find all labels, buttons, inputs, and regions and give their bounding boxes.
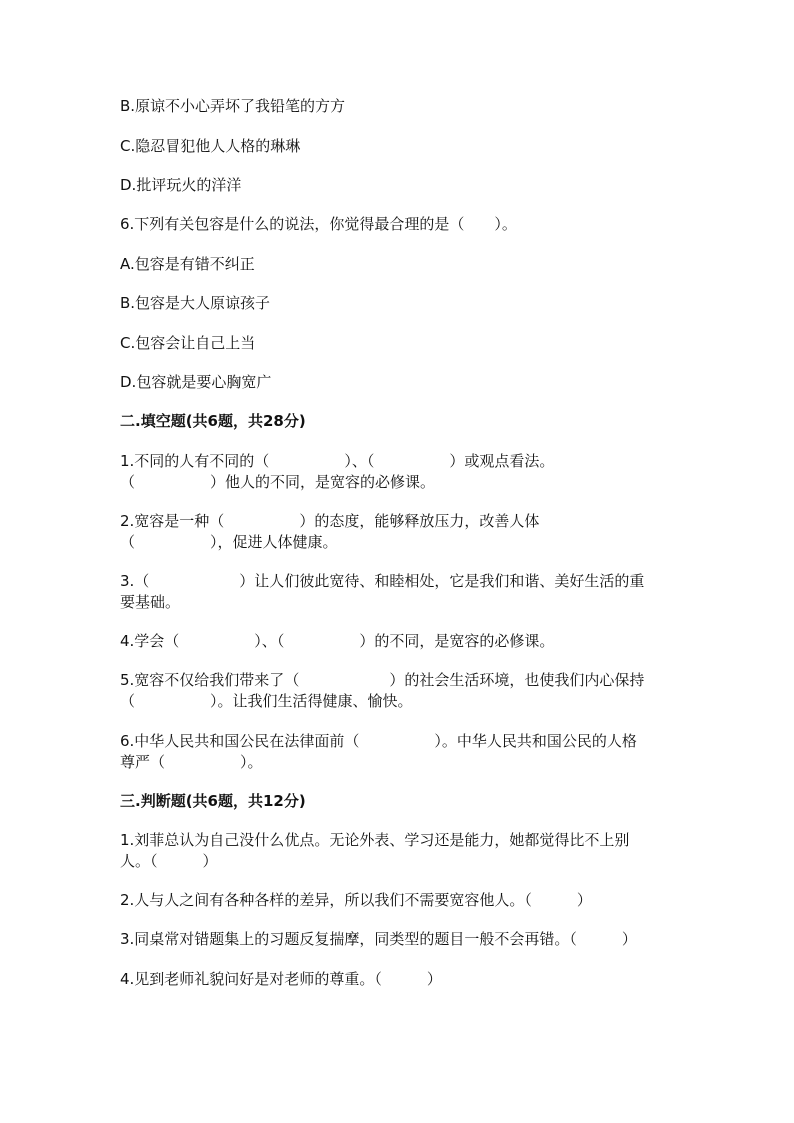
s3-q2: 2.人与人之间有各种各样的差异，所以我们不需要宽容他人。（ ） xyxy=(120,891,592,909)
s3-q1-line2: 人。（ ） xyxy=(120,852,218,870)
s2-q2-line1: 2.宽容是一种（ ）的态度，能够释放压力，改善人体 xyxy=(120,512,540,530)
q6-option-d: D.包容就是要心胸宽广 xyxy=(120,373,272,391)
s3-q3: 3.同桌常对错题集上的习题反复揣摩，同类型的题目一般不会再错。（ ） xyxy=(120,930,637,948)
section2-heading: 二.填空题(共6题，共28分) xyxy=(120,412,306,430)
q6-option-b: B.包容是大人原谅孩子 xyxy=(120,294,271,312)
s2-q5-line1: 5.宽容不仅给我们带来了（ ）的社会生活环境，也使我们内心保持 xyxy=(120,671,645,689)
s2-q5-line2: （ ）。让我们生活得健康、愉快。 xyxy=(120,692,413,710)
s2-q3-line1: 3.（ ）让人们彼此宽待、和睦相处，它是我们和谐、美好生活的重 xyxy=(120,572,645,590)
q6-option-c: C.包容会让自己上当 xyxy=(120,334,256,352)
s2-q6-line2: 尊严（ ）。 xyxy=(120,753,263,771)
q5-option-c: C.隐忍冒犯他人人格的琳琳 xyxy=(120,137,301,155)
s2-q6-line1: 6.中华人民共和国公民在法律面前（ ）。中华人民共和国公民的人格 xyxy=(120,732,637,750)
q6-stem: 6.下列有关包容是什么的说法，你觉得最合理的是（ ）。 xyxy=(120,215,517,233)
s3-q4: 4.见到老师礼貌问好是对老师的尊重。（ ） xyxy=(120,970,442,988)
s2-q1-line1: 1.不同的人有不同的（ ）、（ ）或观点看法。 xyxy=(120,452,555,470)
q5-option-b: B.原谅不小心弄坏了我铅笔的方方 xyxy=(120,97,346,115)
s2-q2-line2: （ ），促进人体健康。 xyxy=(120,533,338,551)
section3-heading: 三.判断题(共6题，共12分) xyxy=(120,792,306,810)
q6-option-a: A.包容是有错不纠正 xyxy=(120,255,255,273)
s2-q3-line2: 要基础。 xyxy=(120,593,181,611)
s2-q1-line2: （ ）他人的不同，是宽容的必修课。 xyxy=(120,473,436,491)
q5-option-d: D.批评玩火的洋洋 xyxy=(120,176,242,194)
s3-q1-line1: 1.刘菲总认为自己没什么优点。无论外表、学习还是能力，她都觉得比不上别 xyxy=(120,831,630,849)
s2-q4: 4.学会（ ）、（ ）的不同，是宽容的必修课。 xyxy=(120,632,555,650)
